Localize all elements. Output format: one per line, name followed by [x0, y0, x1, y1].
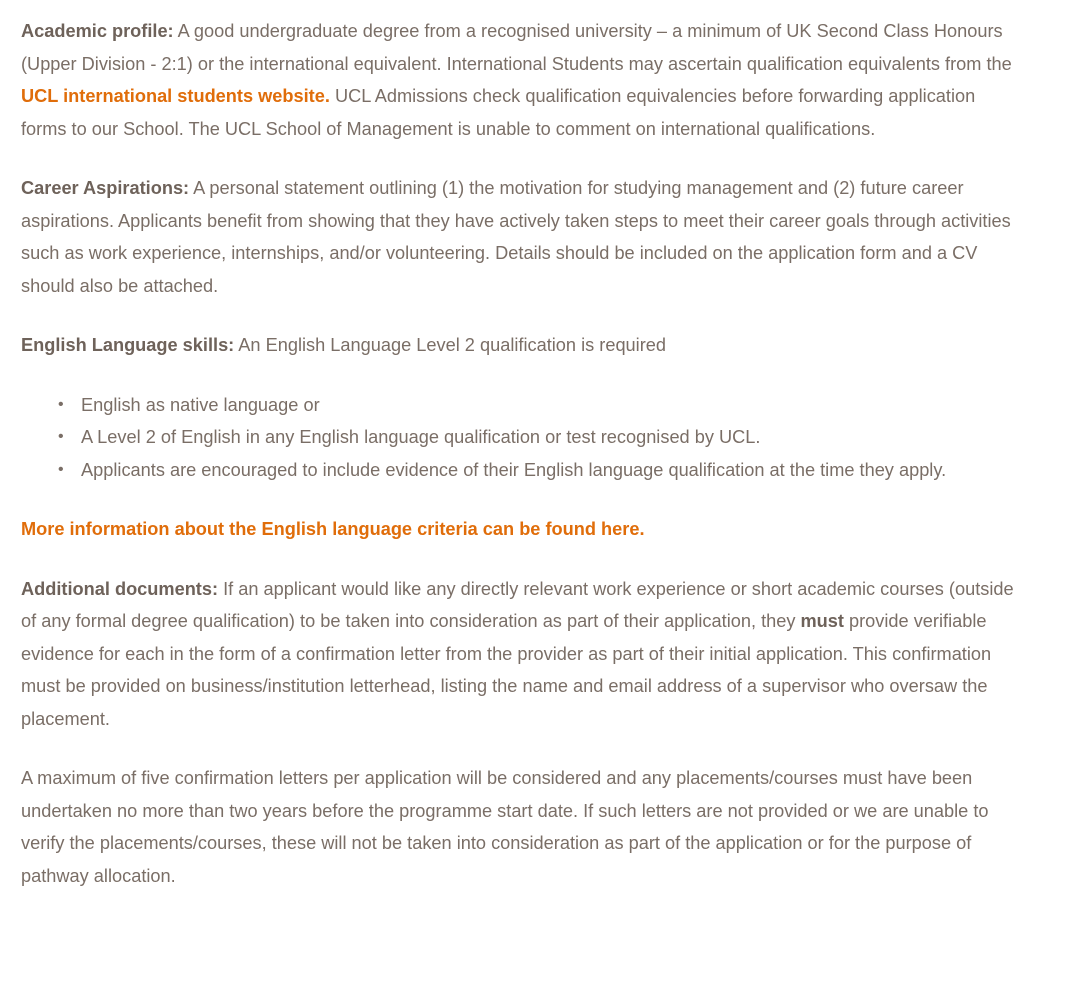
academic-profile-heading: Academic profile:	[21, 21, 174, 41]
additional-documents-heading: Additional documents:	[21, 578, 219, 599]
admissions-content	[21, 15, 1021, 919]
academic-profile-paragraph	[21, 15, 1021, 145]
list-item: • A Level 2 of English in any English language qualification or test recognised by UCL.	[76, 421, 1021, 454]
english-language-heading: English Language skills:	[21, 335, 235, 355]
english-criteria-paragraph	[21, 513, 1021, 546]
list-item: • Applicants are encouraged to include evidence of their English language qualification at the time they apply.	[76, 454, 1021, 487]
additional-documents-text-2: provide verifiable evidence for each in the form of a confirmation letter from the provider as part of their initial application. This confirmation must be provided on business/institution letterhead, listing the name and email address of a supervisor who oversaw the placement.	[21, 611, 992, 729]
ucl-international-students-link[interactable]: UCL international students website.	[21, 86, 330, 106]
career-aspirations-heading: Career Aspirations:	[21, 178, 190, 198]
additional-documents-paragraph	[21, 573, 1021, 736]
english-requirements-list	[21, 389, 1021, 487]
confirmation-letters-paragraph: A maximum of five confirmation letters per application will be considered and any placements/courses must have been undertaken no more than two years before the programme start date. If such letters are not provided or we are unable to verify the placements/courses, these will not be taken into consideration as part of the application or for the purpose of pathway allocation.	[21, 768, 989, 886]
additional-documents-text-1: If an applicant would like any directly relevant work experience or short academic courses (outside of any formal degree qualification) to be taken into consideration as part of their application, they	[21, 578, 1014, 631]
academic-profile-text-2: UCL Admissions check qualification equivalencies before forwarding application forms to our School. The UCL School of Management is unable to comment on international qualifications.	[21, 86, 976, 139]
career-aspirations-text: A personal statement outlining (1) the motivation for studying management and (2) future career aspirations. Applicants benefit from showing that they have actively taken steps to meet their career goals through activities such as work experience, internships, and/or volunteering. Details should be included on the application form and a CV should also be attached.	[21, 178, 1011, 296]
must-emphasis: must	[800, 611, 844, 631]
english-language-paragraph	[21, 329, 1021, 362]
list-item: • English as native language or	[76, 389, 1021, 422]
english-language-text: An English Language Level 2 qualification is required	[234, 335, 666, 355]
career-aspirations-paragraph	[21, 172, 1021, 302]
english-criteria-link[interactable]: More information about the English language criteria can be found here.	[21, 519, 645, 539]
academic-profile-text-1: A good undergraduate degree from a recognised university – a minimum of UK Second Class Honours (Upper Division - 2:1) or the international equivalent. International Students may ascertain qualification equivalents from the	[21, 21, 1012, 74]
